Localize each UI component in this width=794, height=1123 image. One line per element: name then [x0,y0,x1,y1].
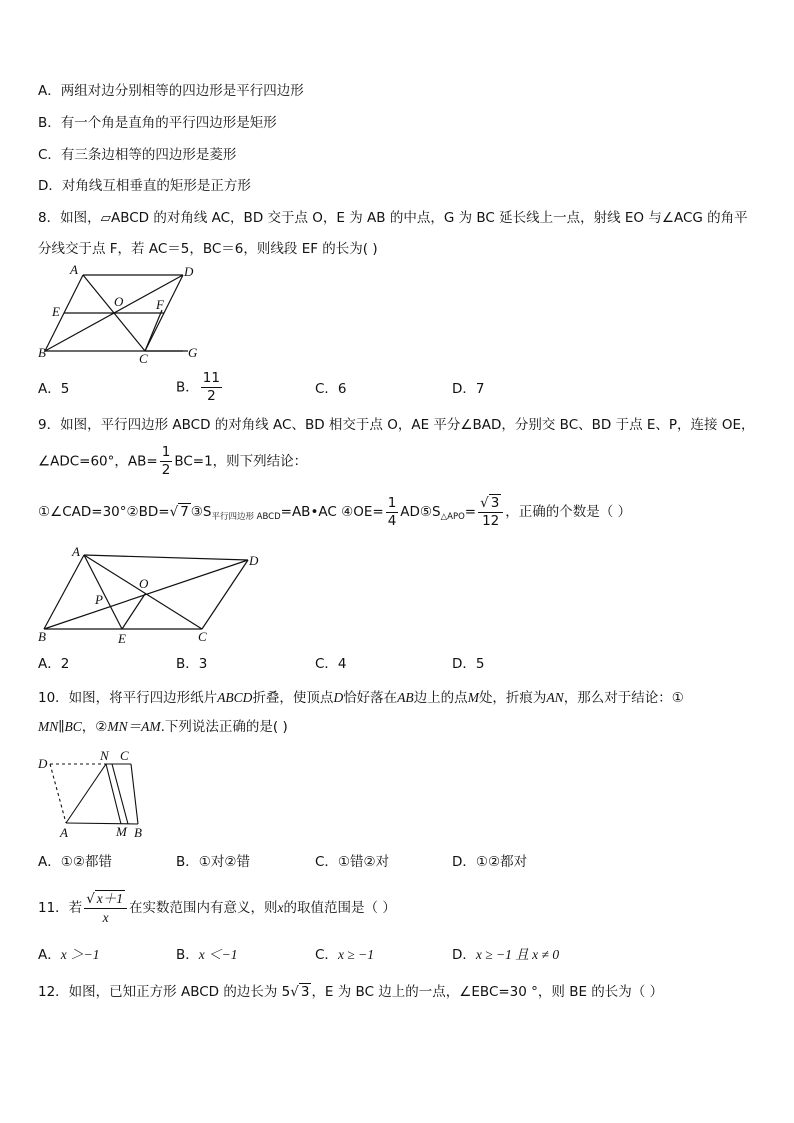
q10-label-c: C [120,748,129,763]
q8-option-d: D．7 [452,381,485,397]
q8-label-o: O [114,294,124,309]
q9-stem-line2: ∠ADC=60°，AB= $\frac{1}{2}$ BC=1，则下列结论： [38,444,308,478]
q9-option-b: B．3 [176,656,208,672]
fraction: $\frac{11}{2}$ [202,370,220,404]
q10-option-d: D．①②都对 [452,854,528,870]
q8-stem-line2: 分线交于点 F，若 AC＝5，BC＝6，则线段 EF 的长为( ) [38,241,378,257]
q10-figure [38,750,158,840]
q9-label-d: D [249,553,259,568]
q11-option-c: C．x ≥ −1 [315,947,374,963]
q9-option-c: C．4 [315,656,347,672]
q9-figure [38,545,268,645]
q10-option-c: C．①错②对 [315,854,390,870]
q9-label-b: B [38,629,46,644]
q7-option-d: D．对角线互相垂直的矩形是正方形 [38,178,251,194]
q10-stem-line1: 10．如图，将平行四边形纸片ABCD折叠，使顶点D恰好落在AB边上的点M处，折痕为AN，那么对于结论：① [38,690,684,706]
q12-stem: 12．如图，已知正方形 ABCD 的边长为 5√ 3 ，E 为 BC 边上的一点，∠EBC=30 °，则 BE 的长为（ ） [38,984,664,1000]
q11-stem: 11．若 $\frac{√ x+1}{x}$ 在实数范围内有意义，则x的取值范围是（ ） [38,891,396,925]
q7-option-b: B．有一个角是直角的平行四边形是矩形 [38,115,277,131]
q8-option-c: C．6 [315,381,347,397]
q9-stem-line3: ①∠CAD=30°②BD=√ 7 $③S_{平行四边形 ABCD}=AB•AC$ ④OE= $\frac{1}{4}$ $AD⑤S_{\triangle APO}=$ $\frac{√ 3}{12}$ ，正确的个数是（ ） [38,494,632,529]
q9-label-a: A [72,544,80,559]
q7-option-c: C．有三条边相等的四边形是菱形 [38,147,237,163]
q11-option-b: B．x ＜−1 [176,947,238,963]
q10-label-a: A [60,825,68,840]
q10-label-n: N [100,748,109,763]
q10-label-d: D [38,756,48,771]
q8-option-b: B． $\frac{11}{2}$ [176,370,220,404]
q9-label-e: E [118,631,126,646]
q10-label-m: M [116,824,127,839]
q9-label-o: O [139,576,149,591]
q8-label-b: B [38,345,46,360]
q8-label-a: A [70,262,78,277]
q8-label-c: C [139,351,148,366]
q9-option-d: D．5 [452,656,485,672]
q8-label-d: D [184,264,194,279]
q10-option-a: A．①②都错 [38,854,112,870]
q9-stem-line1: 9．如图，平行四边形 ABCD 的对角线 AC、BD 相交于点 O，AE 平分∠BAD，分别交 BC、BD 于点 E、P，连接 OE， [38,417,755,433]
q10-option-b: B．①对②错 [176,854,250,870]
q9-option-a: A．2 [38,656,70,672]
q9-label-p: P [95,592,103,607]
q8-option-a: A．5 [38,381,70,397]
q10-label-b: B [134,825,142,840]
q10-stem-line2: MN∥BC，②MN＝AM.下列说法正确的是( ) [38,719,288,735]
q8-label-f: F [156,297,164,312]
q8-label-g: G [188,345,198,360]
q8-figure [38,262,208,366]
q8-label-e: E [52,304,60,319]
q7-option-a: A．两组对边分别相等的四边形是平行四边形 [38,83,304,99]
q11-option-d: D．x ≥ −1 且 x ≠ 0 [452,947,560,963]
q8-stem-line1: 8．如图，▱ABCD 的对角线 AC，BD 交于点 O，E 为 AB 的中点，G 为 BC 延长线上一点，射线 EO 与∠ACG 的角平 [38,210,748,226]
q11-option-a: A．x ＞−1 [38,947,100,963]
q9-label-c: C [198,629,207,644]
